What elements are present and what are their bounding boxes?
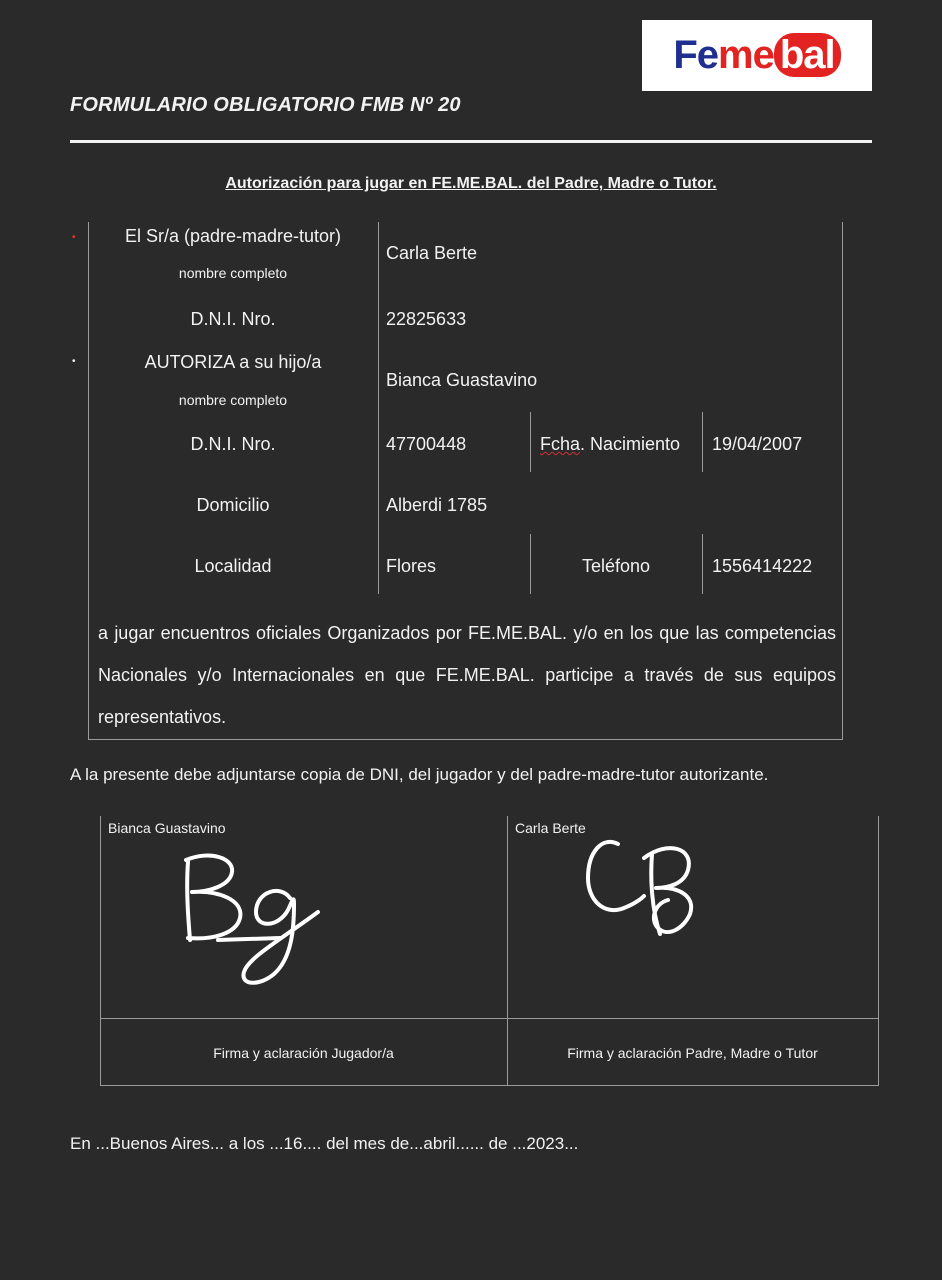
address-value: Alberdi 1785: [386, 495, 488, 515]
child-sublabel: nombre completo: [178, 392, 288, 408]
table-left-border: [88, 222, 89, 740]
table-col-divider-2: [530, 412, 531, 472]
address-label: Domicilio: [196, 495, 270, 515]
parent-dni-label: D.N.I. Nro.: [190, 309, 276, 329]
table-col-divider-5: [702, 534, 703, 594]
player-signature-name: Bianca Guastavino: [108, 820, 226, 836]
title-divider: [70, 140, 872, 143]
city-value: Flores: [386, 556, 437, 576]
player-sig-line: [100, 1018, 507, 1019]
phone-label: Teléfono: [581, 556, 651, 576]
birth-date-value: 19/04/2007: [712, 434, 803, 454]
parent-handwritten-signature: [578, 830, 708, 945]
table-bottom-border: [88, 739, 843, 740]
parent-signature-label: Firma y aclaración Padre, Madre o Tutor: [567, 1045, 818, 1061]
form-subtitle: Autorización para jugar en FE.ME.BAL. del Padre, Madre o Tutor.: [225, 175, 717, 192]
city-label: Localidad: [194, 556, 272, 576]
bullet-1: •: [72, 232, 76, 243]
femebal-logo: [642, 20, 872, 91]
parent-sig-line: [507, 1018, 879, 1019]
phone-value: 1556414222: [712, 556, 813, 576]
parent-dni-value: 22825633: [386, 309, 467, 329]
table-col-divider: [378, 222, 379, 594]
birth-date-label: Fcha. Nacimiento: [540, 434, 681, 454]
sig-bottom-border: [100, 1085, 879, 1086]
child-label: AUTORIZA a su hijo/a: [144, 352, 322, 372]
child-name-value: Bianca Guastavino: [386, 370, 538, 390]
child-dni-label: D.N.I. Nro.: [190, 434, 276, 454]
child-dni-value: 47700448: [386, 434, 467, 454]
dni-copy-note: A la presente debe adjuntarse copia de DNI, del jugador y del padre-madre-tutor autorizante.: [70, 765, 769, 784]
logo-text: Feme bal: [673, 33, 840, 78]
parent-name-value: Carla Berte: [386, 243, 478, 263]
parent-label: El Sr/a (padre-madre-tutor): [124, 226, 342, 246]
sig-right-border: [878, 816, 879, 1086]
bullet-2: •: [72, 356, 76, 367]
form-title: FORMULARIO OBLIGATORIO FMB Nº 20: [70, 94, 461, 116]
player-signature-label: Firma y aclaración Jugador/a: [213, 1045, 394, 1061]
parent-signature-name: Carla Berte: [515, 820, 586, 836]
place-date-line: En ...Buenos Aires... a los ...16.... del mes de...abril...... de ...2023...: [70, 1134, 579, 1153]
authorization-text: a jugar encuentros oficiales Organizados por FE.ME.BAL. y/o en los que las competencias Nacionales y/o Internacionales en que FE.ME.BAL. participe a través de sus equipos representativos.: [98, 623, 836, 727]
parent-sublabel: nombre completo: [178, 265, 288, 281]
player-handwritten-signature: [170, 848, 330, 993]
table-right-border: [842, 222, 843, 740]
table-col-divider-3: [702, 412, 703, 472]
